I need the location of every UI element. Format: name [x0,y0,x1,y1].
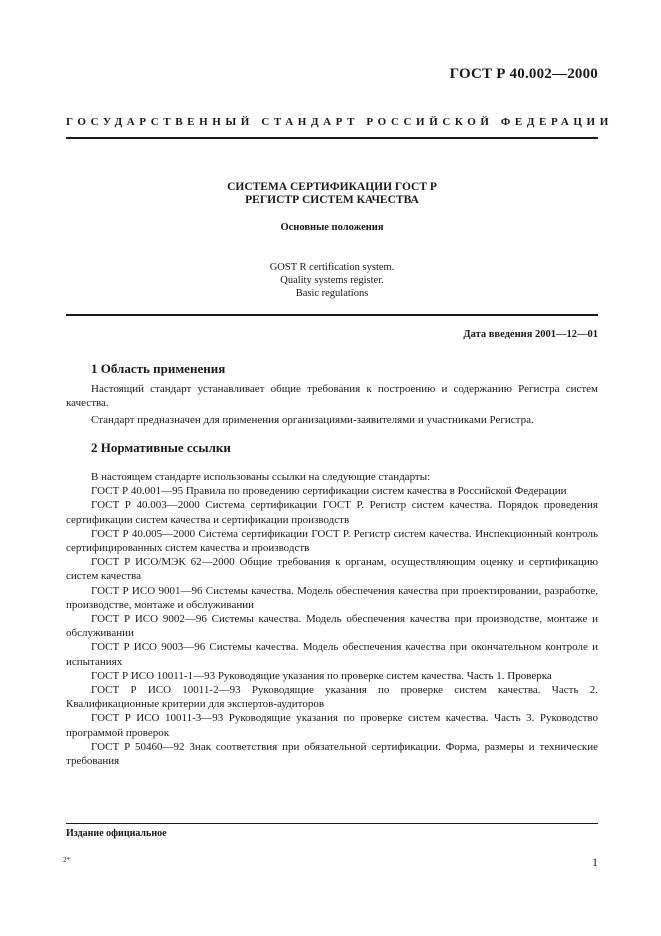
reference-item: ГОСТ Р ИСО 10011-3—93 Руководящие указания по проверке систем качества. Часть 3. Руководство программой проверок [66,712,598,739]
footer-rule [66,823,598,824]
section-1-heading: 1 Область применения [91,361,226,376]
reference-item: ГОСТ Р ИСО 10011-2—93 Руководящие указания по проверке систем качества. Часть 2. Квалификационные критерии для экспертов-аудиторов [66,684,598,711]
reference-item: ГОСТ Р ИСО 9002—96 Системы качества. Модель обеспечения качества при производстве, монтаже и обслуживании [66,613,598,640]
section-2-intro: В настоящем стандарте использованы ссылки на следующие стандарты: [91,471,431,483]
reference-item: ГОСТ Р 40.003—2000 Система сертификации ГОСТ Р. Регистр систем качества. Порядок проведения сертификации систем качества и сертификации производств [66,499,598,526]
document-code: ГОСТ Р 40.002—2000 [449,66,598,82]
official-edition-label: Издание официальное [66,828,167,839]
title-line-2: РЕГИСТР СИСТЕМ КАЧЕСТВА [245,194,419,206]
section-1-body [66,382,598,428]
signature-mark: 2* [63,856,70,864]
english-title [66,261,598,300]
document-subtitle: Основные положения [280,222,384,233]
reference-item: ГОСТ Р 40.001—95 Правила по проведению сертификации систем качества в Российской Федерации [91,485,567,498]
introduction-date: Дата введения 2001—12—01 [463,329,598,340]
reference-item: ГОСТ Р ИСО 10011-1—93 Руководящие указания по проверке систем качества. Часть 1. Проверка [91,669,552,682]
document-title [66,181,598,207]
reference-item: ГОСТ Р ИСО 9003—96 Системы качества. Модель обеспечения качества при окончательном контроле и испытаниях [66,641,598,668]
section-2-heading: 2 Нормативные ссылки [91,440,231,455]
english-title-line-3: Basic regulations [295,288,369,299]
reference-item: ГОСТ Р 40.005—2000 Система сертификации ГОСТ Р. Регистр систем качества. Инспекционный контроль сертифицированных систем качества и производств [66,527,598,555]
english-title-line-1: GOST R certification system. [269,262,395,273]
header-rule [66,137,598,139]
reference-item: ГОСТ Р ИСО/МЭК 62—2000 Общие требования к органам, осуществляющим оценку и сертификацию систем качества [66,556,598,583]
english-title-line-2: Quality systems register. [280,275,384,286]
reference-item: ГОСТ Р 50460—92 Знак соответствия при обязательной сертификации. Форма, размеры и технические требования [66,740,598,768]
page-number: 1 [592,855,598,869]
reference-item: ГОСТ Р ИСО 9001—96 Системы качества. Модель обеспечения качества при проектировании, разработке, производстве, монтаже и обслуживании [66,584,598,611]
section-2-body [66,470,598,768]
title-rule [66,314,598,316]
state-standard-heading: ГОСУДАРСТВЕННЫЙ СТАНДАРТ РОССИЙСКОЙ ФЕДЕРАЦИИ [66,116,613,128]
section-1-paragraph: Стандарт предназначен для применения организациями-заявителями и участниками Регистра. [91,414,534,427]
section-1-paragraph: Настоящий стандарт устанавливает общие требования к построению и содержанию Регистра систем качества. [66,383,598,410]
title-line-1: СИСТЕМА СЕРТИФИКАЦИИ ГОСТ Р [227,181,437,193]
